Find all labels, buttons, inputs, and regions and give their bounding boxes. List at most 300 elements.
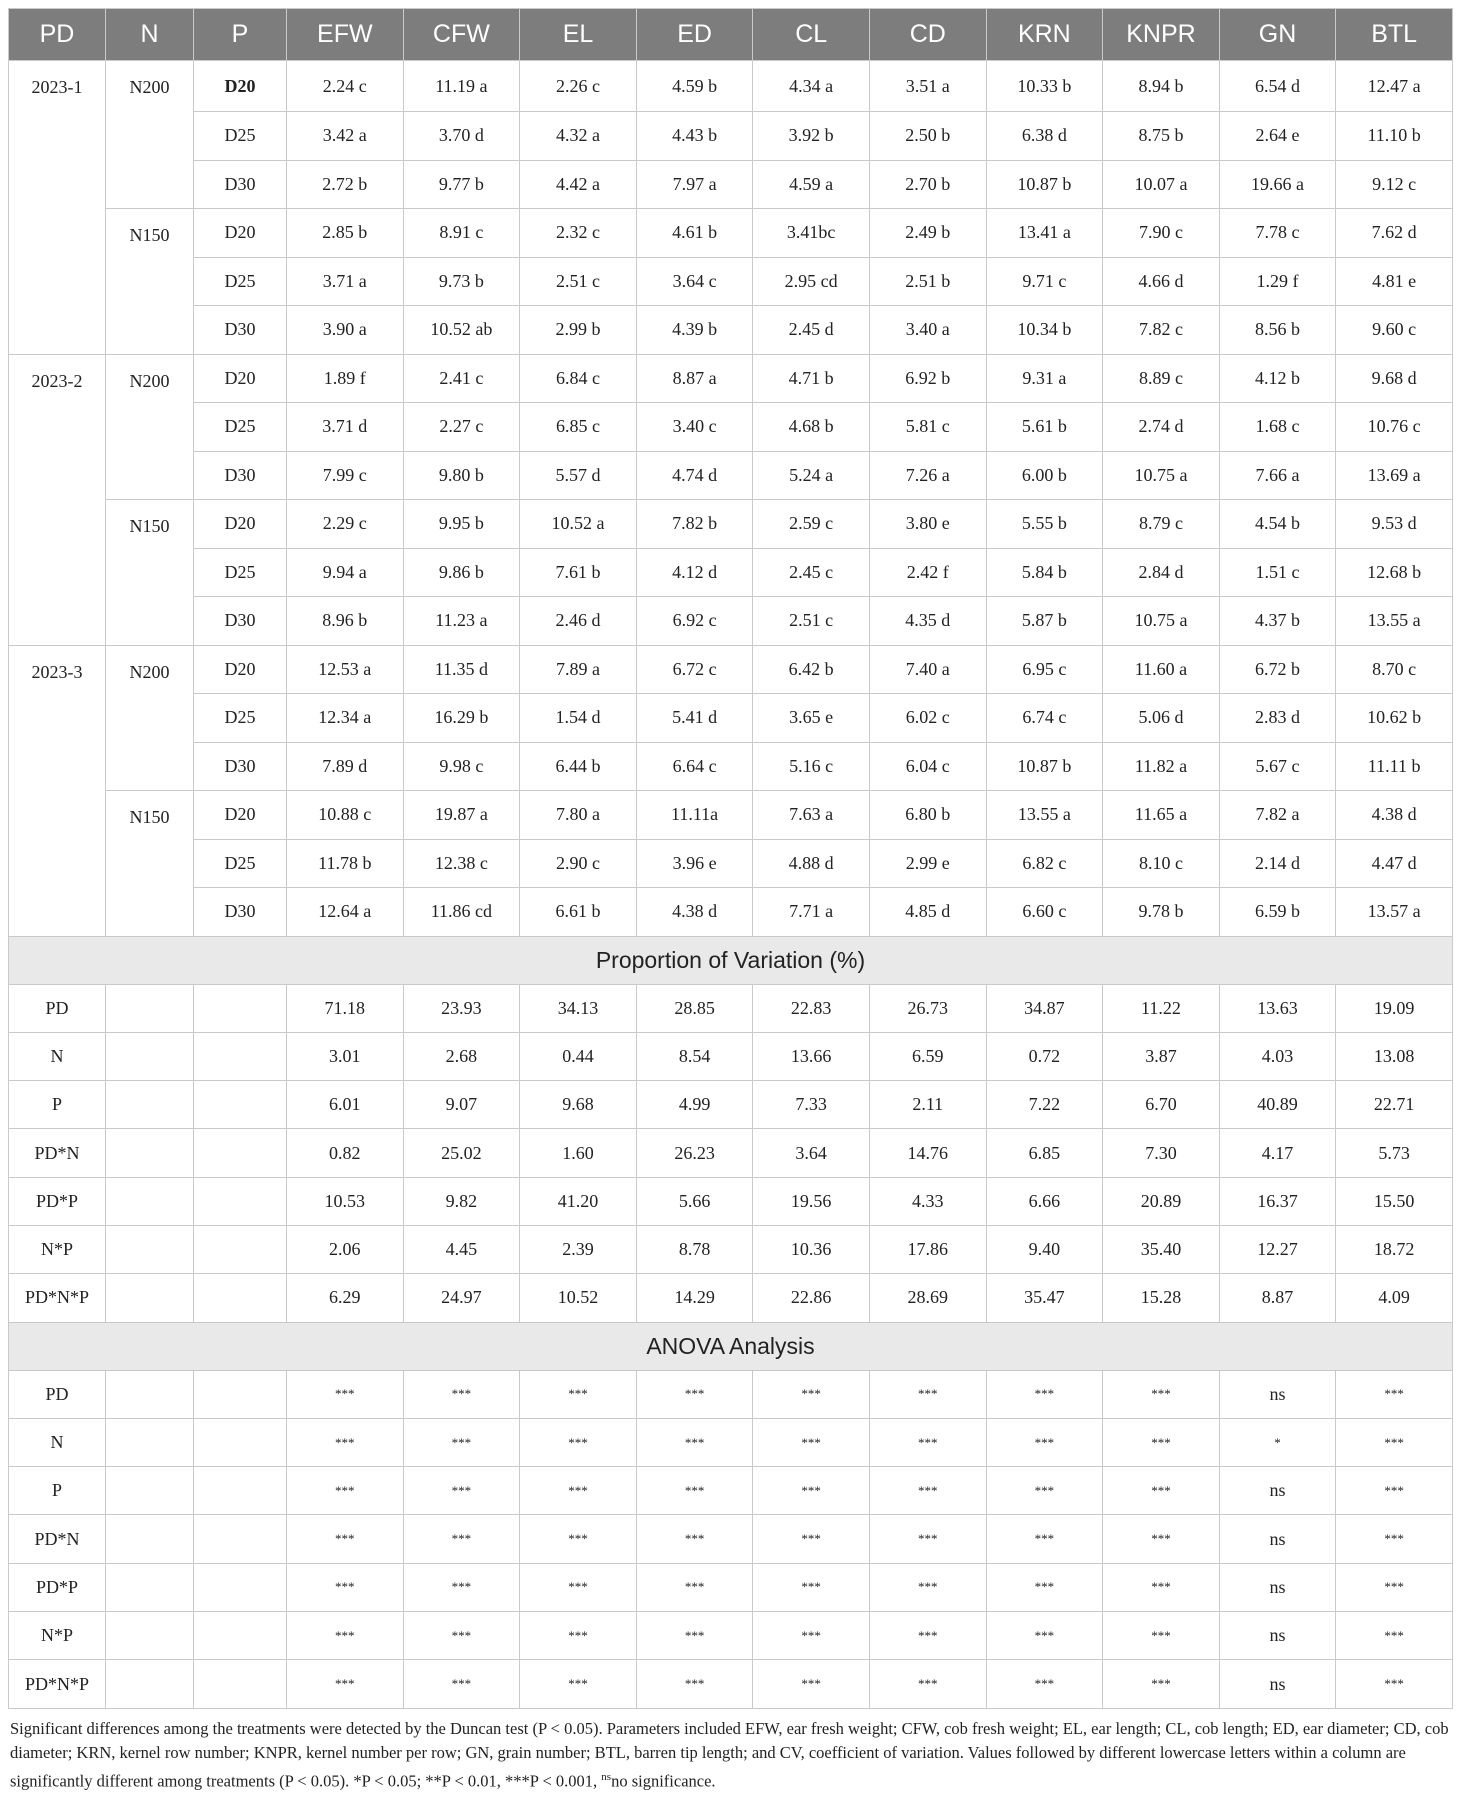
proportion-value-cell-gn: 16.37 (1219, 1177, 1336, 1225)
table-row (9, 742, 1453, 791)
proportion-value-cell-btl: 22.71 (1336, 1081, 1453, 1129)
value-cell-btl: 9.53 d (1336, 500, 1453, 549)
table-row (9, 61, 1453, 112)
empty-cell (106, 1612, 194, 1660)
anova-value-cell-ed: *** (636, 1418, 753, 1466)
anova-value-cell-knpr: *** (1103, 1418, 1220, 1466)
empty-cell (194, 1418, 287, 1466)
value-cell-ed: 4.39 b (636, 306, 753, 355)
anova-value-cell-btl: *** (1336, 1370, 1453, 1418)
value-cell-cfw: 12.38 c (403, 839, 520, 888)
proportion-value-cell-cd: 17.86 (869, 1225, 986, 1273)
value-cell-cl: 7.71 a (753, 888, 870, 937)
table-row (9, 209, 1453, 258)
proportion-value-cell-ed: 4.99 (636, 1081, 753, 1129)
value-cell-el: 6.85 c (520, 403, 637, 452)
value-cell-el: 7.80 a (520, 791, 637, 840)
table-row (9, 1081, 1453, 1129)
value-cell-cl: 5.16 c (753, 742, 870, 791)
source-label-cell: PD (9, 984, 106, 1032)
table-row (9, 839, 1453, 888)
value-cell-el: 6.61 b (520, 888, 637, 937)
column-header-efw: EFW (287, 9, 404, 61)
anova-value-cell-knpr: *** (1103, 1370, 1220, 1418)
empty-cell (194, 1274, 287, 1322)
value-cell-knpr: 8.89 c (1103, 354, 1220, 403)
value-cell-cd: 7.26 a (869, 451, 986, 500)
value-cell-knpr: 8.10 c (1103, 839, 1220, 888)
anova-value-cell-knpr: *** (1103, 1612, 1220, 1660)
value-cell-knpr: 10.75 a (1103, 597, 1220, 646)
p-cell: D20 (194, 645, 287, 694)
value-cell-knpr: 9.78 b (1103, 888, 1220, 937)
value-cell-cd: 6.04 c (869, 742, 986, 791)
value-cell-cfw: 8.91 c (403, 209, 520, 258)
anova-value-cell-btl: *** (1336, 1418, 1453, 1466)
n-cell: N150 (106, 209, 194, 355)
n-cell: N200 (106, 645, 194, 791)
header-row (9, 9, 1453, 61)
value-cell-cfw: 9.95 b (403, 500, 520, 549)
value-cell-cfw: 3.70 d (403, 112, 520, 161)
value-cell-efw: 12.34 a (287, 694, 404, 743)
anova-value-cell-gn: ns (1219, 1467, 1336, 1515)
value-cell-cfw: 11.23 a (403, 597, 520, 646)
anova-value-cell-krn: *** (986, 1467, 1103, 1515)
value-cell-cl: 2.59 c (753, 500, 870, 549)
value-cell-ed: 5.41 d (636, 694, 753, 743)
proportion-value-cell-el: 0.44 (520, 1032, 637, 1080)
column-header-el: EL (520, 9, 637, 61)
value-cell-cd: 6.02 c (869, 694, 986, 743)
anova-value-cell-efw: *** (287, 1418, 404, 1466)
proportion-value-cell-cfw: 9.82 (403, 1177, 520, 1225)
value-cell-efw: 2.29 c (287, 500, 404, 549)
anova-value-cell-btl: *** (1336, 1612, 1453, 1660)
value-cell-gn: 2.14 d (1219, 839, 1336, 888)
value-cell-knpr: 11.65 a (1103, 791, 1220, 840)
value-cell-krn: 13.41 a (986, 209, 1103, 258)
anova-section-header-row (9, 1322, 1453, 1370)
value-cell-cd: 7.40 a (869, 645, 986, 694)
value-cell-ed: 6.92 c (636, 597, 753, 646)
value-cell-cl: 4.34 a (753, 61, 870, 112)
column-header-knpr: KNPR (1103, 9, 1220, 61)
value-cell-cfw: 11.86 cd (403, 888, 520, 937)
source-label-cell: PD*N (9, 1129, 106, 1177)
value-cell-cfw: 9.98 c (403, 742, 520, 791)
column-header-krn: KRN (986, 9, 1103, 61)
value-cell-efw: 8.96 b (287, 597, 404, 646)
proportion-value-cell-knpr: 3.87 (1103, 1032, 1220, 1080)
table-row (9, 1563, 1453, 1611)
value-cell-efw: 2.85 b (287, 209, 404, 258)
value-cell-cd: 2.42 f (869, 548, 986, 597)
anova-value-cell-krn: *** (986, 1563, 1103, 1611)
value-cell-krn: 5.87 b (986, 597, 1103, 646)
empty-cell (194, 1129, 287, 1177)
value-cell-knpr: 5.06 d (1103, 694, 1220, 743)
value-cell-cl: 5.24 a (753, 451, 870, 500)
value-cell-cd: 2.99 e (869, 839, 986, 888)
proportion-value-cell-efw: 2.06 (287, 1225, 404, 1273)
column-header-ed: ED (636, 9, 753, 61)
value-cell-efw: 3.71 a (287, 257, 404, 306)
value-cell-el: 4.32 a (520, 112, 637, 161)
table-row (9, 1515, 1453, 1563)
value-cell-gn: 4.37 b (1219, 597, 1336, 646)
proportion-value-cell-gn: 40.89 (1219, 1081, 1336, 1129)
p-cell: D30 (194, 597, 287, 646)
anova-value-cell-krn: *** (986, 1515, 1103, 1563)
table-container (8, 8, 1452, 1793)
source-label-cell: PD*P (9, 1563, 106, 1611)
proportion-value-cell-cl: 22.86 (753, 1274, 870, 1322)
value-cell-ed: 11.11a (636, 791, 753, 840)
value-cell-btl: 13.57 a (1336, 888, 1453, 937)
anova-value-cell-efw: *** (287, 1612, 404, 1660)
value-cell-cd: 2.70 b (869, 160, 986, 209)
value-cell-gn: 1.68 c (1219, 403, 1336, 452)
value-cell-btl: 11.10 b (1336, 112, 1453, 161)
proportion-value-cell-krn: 6.66 (986, 1177, 1103, 1225)
anova-value-cell-cl: *** (753, 1612, 870, 1660)
value-cell-el: 1.54 d (520, 694, 637, 743)
anova-value-cell-gn: ns (1219, 1370, 1336, 1418)
value-cell-ed: 7.82 b (636, 500, 753, 549)
anova-value-cell-cd: *** (869, 1467, 986, 1515)
table-body (9, 61, 1453, 1709)
value-cell-cfw: 2.27 c (403, 403, 520, 452)
proportion-value-cell-knpr: 11.22 (1103, 984, 1220, 1032)
p-cell: D25 (194, 694, 287, 743)
value-cell-btl: 11.11 b (1336, 742, 1453, 791)
proportion-value-cell-cl: 10.36 (753, 1225, 870, 1273)
anova-value-cell-btl: *** (1336, 1467, 1453, 1515)
column-header-n: N (106, 9, 194, 61)
value-cell-cl: 6.42 b (753, 645, 870, 694)
value-cell-btl: 9.68 d (1336, 354, 1453, 403)
anova-value-cell-krn: *** (986, 1612, 1103, 1660)
value-cell-ed: 3.40 c (636, 403, 753, 452)
value-cell-el: 2.32 c (520, 209, 637, 258)
value-cell-el: 7.61 b (520, 548, 637, 597)
value-cell-cl: 2.45 c (753, 548, 870, 597)
value-cell-krn: 5.55 b (986, 500, 1103, 549)
value-cell-el: 2.46 d (520, 597, 637, 646)
p-cell: D30 (194, 160, 287, 209)
proportion-value-cell-knpr: 6.70 (1103, 1081, 1220, 1129)
value-cell-cd: 6.80 b (869, 791, 986, 840)
table-row (9, 500, 1453, 549)
proportion-value-cell-knpr: 20.89 (1103, 1177, 1220, 1225)
p-cell: D20 (194, 61, 287, 112)
proportion-value-cell-btl: 5.73 (1336, 1129, 1453, 1177)
proportion-value-cell-btl: 19.09 (1336, 984, 1453, 1032)
empty-cell (106, 1177, 194, 1225)
proportion-value-cell-cfw: 9.07 (403, 1081, 520, 1129)
value-cell-krn: 5.61 b (986, 403, 1103, 452)
anova-value-cell-ed: *** (636, 1612, 753, 1660)
proportion-value-cell-cd: 26.73 (869, 984, 986, 1032)
anova-value-cell-krn: *** (986, 1370, 1103, 1418)
anova-value-cell-el: *** (520, 1370, 637, 1418)
anova-value-cell-el: *** (520, 1660, 637, 1708)
value-cell-cl: 7.63 a (753, 791, 870, 840)
value-cell-ed: 4.38 d (636, 888, 753, 937)
proportion-value-cell-btl: 13.08 (1336, 1032, 1453, 1080)
table-row (9, 403, 1453, 452)
proportion-value-cell-cfw: 23.93 (403, 984, 520, 1032)
anova-value-cell-efw: *** (287, 1467, 404, 1515)
value-cell-gn: 4.12 b (1219, 354, 1336, 403)
value-cell-efw: 7.89 d (287, 742, 404, 791)
table-row (9, 1225, 1453, 1273)
pd-cell: 2023-1 (9, 61, 106, 355)
p-cell: D30 (194, 451, 287, 500)
anova-value-cell-el: *** (520, 1563, 637, 1611)
anova-value-cell-btl: *** (1336, 1563, 1453, 1611)
proportion-value-cell-gn: 4.03 (1219, 1032, 1336, 1080)
value-cell-el: 6.84 c (520, 354, 637, 403)
anova-value-cell-cl: *** (753, 1563, 870, 1611)
proportion-value-cell-efw: 6.29 (287, 1274, 404, 1322)
proportion-value-cell-ed: 28.85 (636, 984, 753, 1032)
value-cell-ed: 3.96 e (636, 839, 753, 888)
value-cell-ed: 4.43 b (636, 112, 753, 161)
proportion-value-cell-cfw: 2.68 (403, 1032, 520, 1080)
value-cell-cfw: 19.87 a (403, 791, 520, 840)
value-cell-el: 7.89 a (520, 645, 637, 694)
table-row (9, 1660, 1453, 1708)
value-cell-cl: 4.88 d (753, 839, 870, 888)
anova-value-cell-gn: ns (1219, 1515, 1336, 1563)
anova-value-cell-cl: *** (753, 1467, 870, 1515)
value-cell-krn: 9.31 a (986, 354, 1103, 403)
proportion-value-cell-ed: 14.29 (636, 1274, 753, 1322)
proportion-value-cell-cl: 22.83 (753, 984, 870, 1032)
empty-cell (194, 1563, 287, 1611)
value-cell-ed: 3.64 c (636, 257, 753, 306)
anova-value-cell-ed: *** (636, 1467, 753, 1515)
source-label-cell: PD*N (9, 1515, 106, 1563)
value-cell-gn: 6.72 b (1219, 645, 1336, 694)
proportion-value-cell-cfw: 4.45 (403, 1225, 520, 1273)
value-cell-el: 2.90 c (520, 839, 637, 888)
value-cell-cl: 4.59 a (753, 160, 870, 209)
anova-value-cell-cd: *** (869, 1612, 986, 1660)
table-header (9, 9, 1453, 61)
value-cell-el: 10.52 a (520, 500, 637, 549)
table-row (9, 112, 1453, 161)
value-cell-cd: 2.50 b (869, 112, 986, 161)
value-cell-cl: 3.65 e (753, 694, 870, 743)
value-cell-knpr: 11.60 a (1103, 645, 1220, 694)
value-cell-krn: 10.34 b (986, 306, 1103, 355)
value-cell-el: 2.51 c (520, 257, 637, 306)
anova-value-cell-btl: *** (1336, 1660, 1453, 1708)
table-row (9, 160, 1453, 209)
proportion-value-cell-gn: 12.27 (1219, 1225, 1336, 1273)
anova-section-title: ANOVA Analysis (9, 1322, 1453, 1370)
value-cell-cd: 3.40 a (869, 306, 986, 355)
anova-value-cell-efw: *** (287, 1660, 404, 1708)
value-cell-krn: 6.60 c (986, 888, 1103, 937)
value-cell-ed: 4.12 d (636, 548, 753, 597)
value-cell-knpr: 4.66 d (1103, 257, 1220, 306)
anova-value-cell-cfw: *** (403, 1515, 520, 1563)
anova-value-cell-cfw: *** (403, 1612, 520, 1660)
value-cell-krn: 6.95 c (986, 645, 1103, 694)
value-cell-knpr: 10.07 a (1103, 160, 1220, 209)
value-cell-gn: 2.83 d (1219, 694, 1336, 743)
anova-value-cell-ed: *** (636, 1370, 753, 1418)
anova-value-cell-cfw: *** (403, 1467, 520, 1515)
proportion-value-cell-cl: 3.64 (753, 1129, 870, 1177)
pd-cell: 2023-2 (9, 354, 106, 645)
value-cell-gn: 7.66 a (1219, 451, 1336, 500)
anova-value-cell-krn: *** (986, 1418, 1103, 1466)
value-cell-cl: 3.92 b (753, 112, 870, 161)
anova-value-cell-cd: *** (869, 1660, 986, 1708)
pd-cell: 2023-3 (9, 645, 106, 936)
proportion-value-cell-knpr: 15.28 (1103, 1274, 1220, 1322)
value-cell-krn: 6.74 c (986, 694, 1103, 743)
empty-cell (194, 1660, 287, 1708)
value-cell-efw: 3.90 a (287, 306, 404, 355)
value-cell-knpr: 11.82 a (1103, 742, 1220, 791)
p-cell: D30 (194, 306, 287, 355)
proportion-value-cell-cd: 4.33 (869, 1177, 986, 1225)
proportion-value-cell-gn: 4.17 (1219, 1129, 1336, 1177)
anova-value-cell-btl: *** (1336, 1515, 1453, 1563)
proportion-value-cell-efw: 6.01 (287, 1081, 404, 1129)
value-cell-cd: 6.92 b (869, 354, 986, 403)
value-cell-gn: 6.59 b (1219, 888, 1336, 937)
value-cell-cfw: 9.77 b (403, 160, 520, 209)
proportion-value-cell-el: 34.13 (520, 984, 637, 1032)
column-header-btl: BTL (1336, 9, 1453, 61)
value-cell-btl: 9.12 c (1336, 160, 1453, 209)
p-cell: D20 (194, 500, 287, 549)
value-cell-ed: 4.74 d (636, 451, 753, 500)
value-cell-krn: 13.55 a (986, 791, 1103, 840)
anova-value-cell-efw: *** (287, 1563, 404, 1611)
proportion-value-cell-krn: 6.85 (986, 1129, 1103, 1177)
value-cell-efw: 2.72 b (287, 160, 404, 209)
value-cell-efw: 12.53 a (287, 645, 404, 694)
value-cell-gn: 4.54 b (1219, 500, 1336, 549)
results-table (8, 8, 1453, 1709)
value-cell-cd: 2.51 b (869, 257, 986, 306)
proportion-value-cell-krn: 35.47 (986, 1274, 1103, 1322)
empty-cell (194, 1177, 287, 1225)
value-cell-btl: 10.62 b (1336, 694, 1453, 743)
value-cell-cd: 2.49 b (869, 209, 986, 258)
value-cell-cfw: 11.19 a (403, 61, 520, 112)
value-cell-efw: 3.71 d (287, 403, 404, 452)
value-cell-ed: 4.59 b (636, 61, 753, 112)
p-cell: D25 (194, 839, 287, 888)
value-cell-cfw: 10.52 ab (403, 306, 520, 355)
anova-value-cell-krn: *** (986, 1660, 1103, 1708)
proportion-value-cell-cl: 13.66 (753, 1032, 870, 1080)
column-header-gn: GN (1219, 9, 1336, 61)
p-cell: D30 (194, 888, 287, 937)
proportion-section-header-row (9, 936, 1453, 984)
proportion-value-cell-el: 2.39 (520, 1225, 637, 1273)
value-cell-cfw: 11.35 d (403, 645, 520, 694)
proportion-value-cell-cfw: 25.02 (403, 1129, 520, 1177)
n-cell: N150 (106, 500, 194, 646)
value-cell-krn: 5.84 b (986, 548, 1103, 597)
value-cell-efw: 12.64 a (287, 888, 404, 937)
anova-value-cell-cl: *** (753, 1515, 870, 1563)
table-row (9, 257, 1453, 306)
proportion-value-cell-cl: 19.56 (753, 1177, 870, 1225)
value-cell-btl: 8.70 c (1336, 645, 1453, 694)
footnote-ns-text: no significance. (611, 1771, 716, 1791)
anova-value-cell-el: *** (520, 1418, 637, 1466)
value-cell-knpr: 2.74 d (1103, 403, 1220, 452)
value-cell-btl: 7.62 d (1336, 209, 1453, 258)
value-cell-cl: 2.51 c (753, 597, 870, 646)
table-row (9, 354, 1453, 403)
column-header-cfw: CFW (403, 9, 520, 61)
value-cell-knpr: 7.82 c (1103, 306, 1220, 355)
empty-cell (194, 1467, 287, 1515)
anova-value-cell-gn: ns (1219, 1660, 1336, 1708)
empty-cell (106, 1563, 194, 1611)
proportion-value-cell-cd: 28.69 (869, 1274, 986, 1322)
value-cell-el: 5.57 d (520, 451, 637, 500)
anova-value-cell-knpr: *** (1103, 1660, 1220, 1708)
proportion-value-cell-knpr: 7.30 (1103, 1129, 1220, 1177)
proportion-value-cell-efw: 10.53 (287, 1177, 404, 1225)
value-cell-cfw: 9.86 b (403, 548, 520, 597)
proportion-section-title: Proportion of Variation (%) (9, 936, 1453, 984)
value-cell-el: 2.99 b (520, 306, 637, 355)
value-cell-btl: 4.81 e (1336, 257, 1453, 306)
anova-value-cell-cfw: *** (403, 1563, 520, 1611)
proportion-value-cell-efw: 3.01 (287, 1032, 404, 1080)
footnote-ns-superscript: ns (601, 1770, 612, 1783)
anova-value-cell-ed: *** (636, 1563, 753, 1611)
value-cell-cl: 4.68 b (753, 403, 870, 452)
value-cell-ed: 4.61 b (636, 209, 753, 258)
empty-cell (194, 1612, 287, 1660)
anova-value-cell-cfw: *** (403, 1418, 520, 1466)
value-cell-cl: 2.95 cd (753, 257, 870, 306)
column-header-cl: CL (753, 9, 870, 61)
proportion-value-cell-btl: 4.09 (1336, 1274, 1453, 1322)
table-row (9, 597, 1453, 646)
value-cell-cd: 4.85 d (869, 888, 986, 937)
table-row (9, 1129, 1453, 1177)
proportion-value-cell-el: 1.60 (520, 1129, 637, 1177)
footnote-text: Significant differences among the treatments were detected by the Duncan test (P < 0.05). Parameters included EFW, ear fresh weight; CFW, cob fresh weight; EL, ear length; CL, cob length; ED, ear diameter; CD, cob diameter; KRN, kernel row number; KNPR, kernel number per row; GN, grain number; BTL, barren tip length; and CV, coefficient of variation. Values followed by different lowercase letters within a column are significantly different among treatments (P < 0.05). *P < 0.05; **P < 0.01, ***P < 0.001, (10, 1718, 1449, 1791)
proportion-value-cell-cd: 2.11 (869, 1081, 986, 1129)
empty-cell (106, 1225, 194, 1273)
value-cell-krn: 10.33 b (986, 61, 1103, 112)
empty-cell (106, 1467, 194, 1515)
proportion-value-cell-gn: 8.87 (1219, 1274, 1336, 1322)
value-cell-cfw: 9.80 b (403, 451, 520, 500)
value-cell-cd: 5.81 c (869, 403, 986, 452)
anova-value-cell-el: *** (520, 1467, 637, 1515)
empty-cell (194, 984, 287, 1032)
anova-value-cell-cd: *** (869, 1515, 986, 1563)
